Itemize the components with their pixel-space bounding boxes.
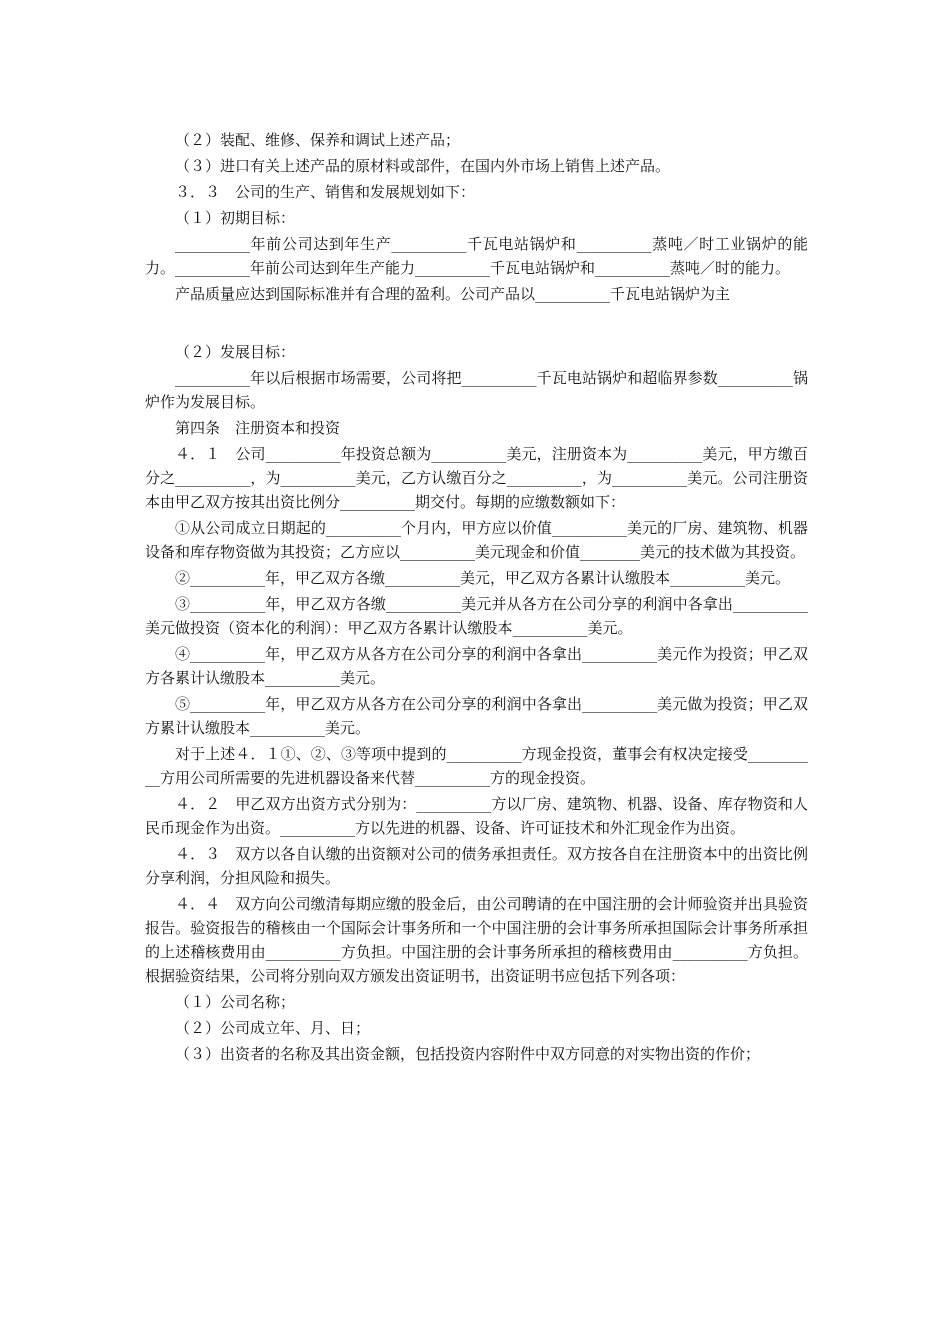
paragraph: ①从公司成立日期起的__________个月内，甲方应以价值__________美元的厂房、建筑物、机器设备和库存物资做为其投资；乙方应以__________美元现金和价值________美元的技术做为其投资。 bbox=[145, 519, 808, 561]
paragraph: ４．３ 双方以各自认缴的出资额对公司的债务承担责任。双方按各自在注册资本中的出资比例分享利润，分担风险和损失。 bbox=[145, 845, 808, 887]
paragraph: ４．１ 公司__________年投资总额为__________美元，注册资本为__________美元，甲方缴百分之__________，为__________美元，乙方认缴百分之__________，为__________美元。公司注册资本由甲乙双方按其出资比例分__________期交付。每期的应缴数额如下： bbox=[145, 445, 808, 511]
paragraph: （２）发展目标： bbox=[175, 343, 296, 361]
paragraph: （２）公司成立年、月、日； bbox=[175, 1019, 371, 1037]
blank-line bbox=[145, 308, 808, 340]
paragraph: （１）公司名称； bbox=[175, 993, 296, 1011]
paragraph: ③__________年，甲乙双方各缴__________美元并从各方在公司分享的利润中各拿出__________美元做投资（资本化的利润）：甲乙双方各累计认缴股本__________美元。 bbox=[145, 595, 808, 637]
paragraph: （３）出资者的名称及其出资金额，包括投资内容附件中双方同意的对实物出资的作价； bbox=[175, 1045, 761, 1063]
paragraph: （３）进口有关上述产品的原材料或部件，在国内外市场上销售上述产品。 bbox=[175, 157, 671, 175]
paragraph: （２）装配、维修、保养和调试上述产品； bbox=[175, 131, 461, 149]
paragraph: ３．３ 公司的生产、销售和发展规划如下： bbox=[175, 183, 476, 201]
paragraph: ④__________年，甲乙双方从各方在公司分享的利润中各拿出__________美元作为投资；甲乙双方各累计认缴股本__________美元。 bbox=[145, 645, 808, 687]
paragraph: （１）初期目标： bbox=[175, 209, 296, 227]
paragraph: ４．２ 甲乙双方出资方式分别为：__________方以厂房、建筑物、机器、设备、库存物资和人民币现金作为出资。__________方以先进的机器、设备、许可证技术和外汇现金作为出资。 bbox=[145, 795, 808, 837]
paragraph: ②__________年，甲乙双方各缴__________美元，甲乙双方各累计认缴股本__________美元。 bbox=[175, 569, 791, 587]
paragraph: 产品质量应达到国际标准并有合理的盈利。公司产品以__________千瓦电站锅炉为主 bbox=[175, 285, 731, 303]
paragraph: ⑤__________年，甲乙双方从各方在公司分享的利润中各拿出__________美元做为投资；甲乙双方累计认缴股本__________美元。 bbox=[145, 695, 808, 737]
contract-body bbox=[145, 128, 808, 1068]
section-heading: 第四条 注册资本和投资 bbox=[175, 419, 341, 437]
paragraph: __________年以后根据市场需要，公司将把__________千瓦电站锅炉和超临界参数__________锅炉作为发展目标。 bbox=[145, 369, 808, 411]
paragraph: ４．４ 双方向公司缴清每期应缴的股金后，由公司聘请的在中国注册的会计师验资并出具验资报告。验资报告的稽核由一个国际会计事务所和一个中国注册的会计事务所承担国际会计事务所承担的上述稽核费用由__________方负担。中国注册的会计事务所承担的稽核费用由__________方负担。根据验资结果，公司将分别向双方颁发出资证明书，出资证明书应包括下列各项： bbox=[145, 895, 808, 985]
paragraph: 对于上述４．１①、②、③等项中提到的__________方现金投资，董事会有权决定接受__________方用公司所需要的先进机器设备来代替__________方的现金投资。 bbox=[145, 745, 808, 787]
paragraph: __________年前公司达到年生产__________千瓦电站锅炉和__________蒸吨／时工业锅炉的能力。__________年前公司达到年生产能力__________千瓦电站锅炉和__________蒸吨／时的能力。 bbox=[145, 235, 808, 277]
